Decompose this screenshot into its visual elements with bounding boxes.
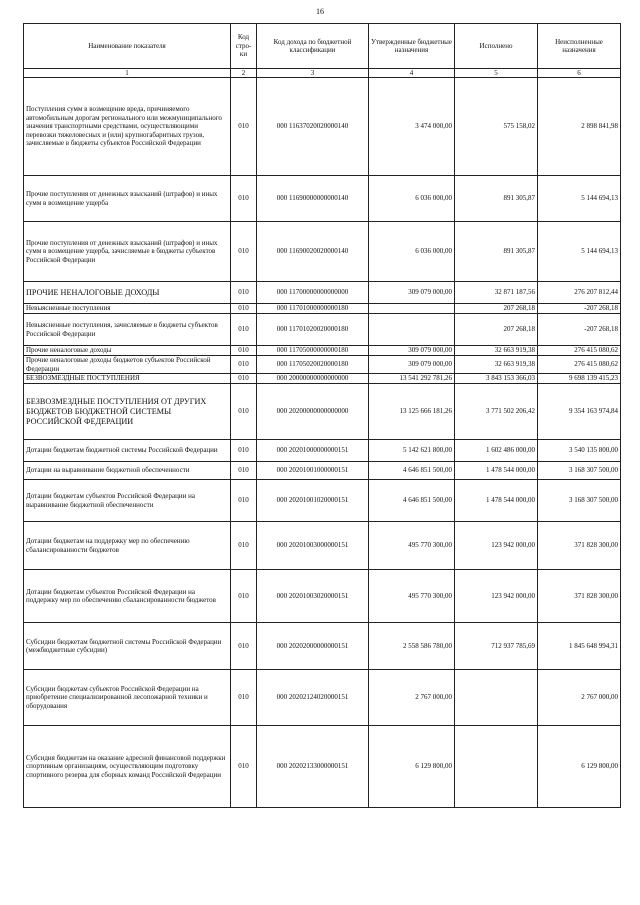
line-code-cell: 010 [231,726,257,808]
approved-cell: 6 036 000,00 [369,176,455,222]
approved-cell: 2 558 586 780,00 [369,623,455,670]
unexecuted-cell: 276 207 812,44 [538,282,621,304]
indicator-name-cell: БЕЗВОЗМЕЗДНЫЕ ПОСТУПЛЕНИЯ [24,374,231,384]
indicator-name-cell: Дотации бюджетам бюджетной системы Российской Федерации [24,440,231,462]
line-code-cell: 010 [231,384,257,440]
approved-cell: 309 079 000,00 [369,282,455,304]
income-code-cell: 000 20202000000000151 [257,623,369,670]
column-number: 6 [538,69,621,78]
approved-cell: 495 770 300,00 [369,522,455,570]
table-row [24,726,621,808]
table-row [24,78,621,176]
table-row [24,522,621,570]
table-row [24,374,621,384]
income-code-cell: 000 20201003000000151 [257,522,369,570]
line-code-cell: 010 [231,670,257,726]
executed-cell: 123 942 000,00 [455,570,538,623]
table-header-row [24,24,621,69]
income-code-cell: 000 11701000000000180 [257,304,369,314]
approved-cell: 13 541 292 781,26 [369,374,455,384]
income-code-cell: 000 20201003020000151 [257,570,369,623]
indicator-name-cell: Субсидия бюджетам на оказание адресной финансовой поддержки спортивным организациям, осуществляющим подготовку спортивного резерва для сборных команд Российской Федерации [24,726,231,808]
executed-cell: 3 771 502 206,42 [455,384,538,440]
unexecuted-cell: 276 415 080,62 [538,346,621,356]
table-row [24,670,621,726]
line-code-cell: 010 [231,623,257,670]
unexecuted-cell: -207 268,18 [538,314,621,346]
header-executed: Исполнено [455,24,538,69]
budget-execution-table [23,23,621,808]
line-code-cell: 010 [231,304,257,314]
unexecuted-cell: 9 698 139 415,23 [538,374,621,384]
executed-cell: 1 478 544 000,00 [455,462,538,480]
line-code-cell: 010 [231,356,257,374]
column-number: 4 [369,69,455,78]
table-row [24,356,621,374]
line-code-cell: 010 [231,462,257,480]
unexecuted-cell: 3 168 307 500,00 [538,480,621,522]
income-code-cell: 000 20201000000000151 [257,440,369,462]
column-number: 5 [455,69,538,78]
indicator-name-cell: Дотации бюджетам субъектов Российской Федерации на поддержку мер по обеспечению сбалансированности бюджетов [24,570,231,623]
indicator-name-cell: Прочие неналоговые доходы бюджетов субъектов Российской Федерации [24,356,231,374]
table-row [24,314,621,346]
table-row [24,304,621,314]
executed-cell [455,670,538,726]
income-code-cell: 000 20201001020000151 [257,480,369,522]
column-number-row [24,69,621,78]
indicator-name-cell: Невыясненные поступления, зачисляемые в бюджеты субъектов Российской Федерации [24,314,231,346]
line-code-cell: 010 [231,314,257,346]
indicator-name-cell: Поступления сумм в возмещение вреда, причиняемого автомобильным дорогам регионального или межмуниципального значения транспортными средствами, осуществляющими перевозки тяжеловесных и (или) крупногабаритных грузов, зачисляемые в бюджеты субъектов Российской Федерации [24,78,231,176]
indicator-name-cell: Дотации на выравнивание бюджетной обеспеченности [24,462,231,480]
income-code-cell: 000 20200000000000000 [257,384,369,440]
executed-cell: 712 937 785,69 [455,623,538,670]
executed-cell: 3 843 153 366,03 [455,374,538,384]
unexecuted-cell: 5 144 694,13 [538,176,621,222]
unexecuted-cell: 9 354 163 974,84 [538,384,621,440]
unexecuted-cell: 3 540 135 800,00 [538,440,621,462]
line-code-cell: 010 [231,480,257,522]
income-code-cell: 000 11705020020000180 [257,356,369,374]
indicator-name-cell: Прочие неналоговые доходы [24,346,231,356]
executed-cell: 1 602 486 000,00 [455,440,538,462]
indicator-name-cell: Невыясненные поступления [24,304,231,314]
executed-cell: 32 663 919,38 [455,346,538,356]
unexecuted-cell: 276 415 080,62 [538,356,621,374]
income-code-cell: 000 20000000000000000 [257,374,369,384]
executed-cell: 575 158,02 [455,78,538,176]
table-row [24,570,621,623]
unexecuted-cell: 1 845 648 994,31 [538,623,621,670]
executed-cell: 207 268,18 [455,314,538,346]
executed-cell: 123 942 000,00 [455,522,538,570]
table-row [24,346,621,356]
approved-cell: 495 770 300,00 [369,570,455,623]
income-code-cell: 000 11701020020000180 [257,314,369,346]
column-number: 2 [231,69,257,78]
indicator-name-cell: Субсидии бюджетам бюджетной системы Российской Федерации (межбюджетные субсидии) [24,623,231,670]
header-unexecuted: Неисполненные назначения [538,24,621,69]
table-row [24,384,621,440]
approved-cell [369,314,455,346]
table-row [24,462,621,480]
line-code-cell: 010 [231,570,257,623]
unexecuted-cell: 2 898 841,98 [538,78,621,176]
income-code-cell: 000 11705000000000180 [257,346,369,356]
column-number: 1 [24,69,231,78]
approved-cell [369,304,455,314]
table-row [24,480,621,522]
unexecuted-cell: 3 168 307 500,00 [538,462,621,480]
approved-cell: 6 129 800,00 [369,726,455,808]
indicator-name-cell: БЕЗВОЗМЕЗДНЫЕ ПОСТУПЛЕНИЯ ОТ ДРУГИХ БЮДЖЕТОВ БЮДЖЕТНОЙ СИСТЕМЫ РОССИЙСКОЙ ФЕДЕРАЦИИ [24,384,231,440]
approved-cell: 6 036 000,00 [369,222,455,282]
executed-cell: 32 871 187,56 [455,282,538,304]
executed-cell: 891 305,87 [455,222,538,282]
income-code-cell: 000 20202124020000151 [257,670,369,726]
line-code-cell: 010 [231,440,257,462]
approved-cell: 2 767 000,00 [369,670,455,726]
income-code-cell: 000 20201001000000151 [257,462,369,480]
executed-cell: 207 268,18 [455,304,538,314]
unexecuted-cell: 371 828 300,00 [538,522,621,570]
executed-cell [455,726,538,808]
approved-cell: 309 079 000,00 [369,356,455,374]
line-code-cell: 010 [231,282,257,304]
unexecuted-cell: 371 828 300,00 [538,570,621,623]
unexecuted-cell: 5 144 694,13 [538,222,621,282]
indicator-name-cell: Дотации бюджетам на поддержку мер по обеспечению сбалансированности бюджетов [24,522,231,570]
header-indicator-name: Наименование показателя [24,24,231,69]
approved-cell: 309 079 000,00 [369,346,455,356]
table-row [24,282,621,304]
approved-cell: 4 646 851 500,00 [369,480,455,522]
line-code-cell: 010 [231,346,257,356]
income-code-cell: 000 11690000000000140 [257,176,369,222]
header-income-code: Код дохода по бюджетной классификации [257,24,369,69]
indicator-name-cell: Дотации бюджетам субъектов Российской Федерации на выравнивание бюджетной обеспеченности [24,480,231,522]
indicator-name-cell: ПРОЧИЕ НЕНАЛОГОВЫЕ ДОХОДЫ [24,282,231,304]
approved-cell: 5 142 621 800,00 [369,440,455,462]
approved-cell: 3 474 000,00 [369,78,455,176]
line-code-cell: 010 [231,78,257,176]
page-number: 16 [316,7,324,16]
unexecuted-cell: 6 129 800,00 [538,726,621,808]
income-code-cell: 000 11690020020000140 [257,222,369,282]
indicator-name-cell: Прочие поступления от денежных взысканий (штрафов) и иных сумм в возмещение ущерба, зачисляемые в бюджеты субъектов Российской Федерации [24,222,231,282]
unexecuted-cell: -207 268,18 [538,304,621,314]
approved-cell: 13 125 666 181,26 [369,384,455,440]
column-number: 3 [257,69,369,78]
table-row [24,222,621,282]
executed-cell: 1 478 544 000,00 [455,480,538,522]
table-row [24,176,621,222]
indicator-name-cell: Субсидии бюджетам субъектов Российской Федерации на приобретение специализированной лесопожарной техники и оборудования [24,670,231,726]
approved-cell: 4 646 851 500,00 [369,462,455,480]
header-approved: Утвержденные бюджетные назначения [369,24,455,69]
income-code-cell: 000 20202133000000151 [257,726,369,808]
executed-cell: 32 663 919,38 [455,356,538,374]
income-code-cell: 000 11637020020000140 [257,78,369,176]
table-row [24,440,621,462]
line-code-cell: 010 [231,374,257,384]
income-code-cell: 000 11700000000000000 [257,282,369,304]
table-row [24,623,621,670]
line-code-cell: 010 [231,176,257,222]
unexecuted-cell: 2 767 000,00 [538,670,621,726]
executed-cell: 891 305,87 [455,176,538,222]
indicator-name-cell: Прочие поступления от денежных взысканий (штрафов) и иных сумм в возмещение ущерба [24,176,231,222]
header-line-code: Код стро-ки [231,24,257,69]
line-code-cell: 010 [231,222,257,282]
line-code-cell: 010 [231,522,257,570]
